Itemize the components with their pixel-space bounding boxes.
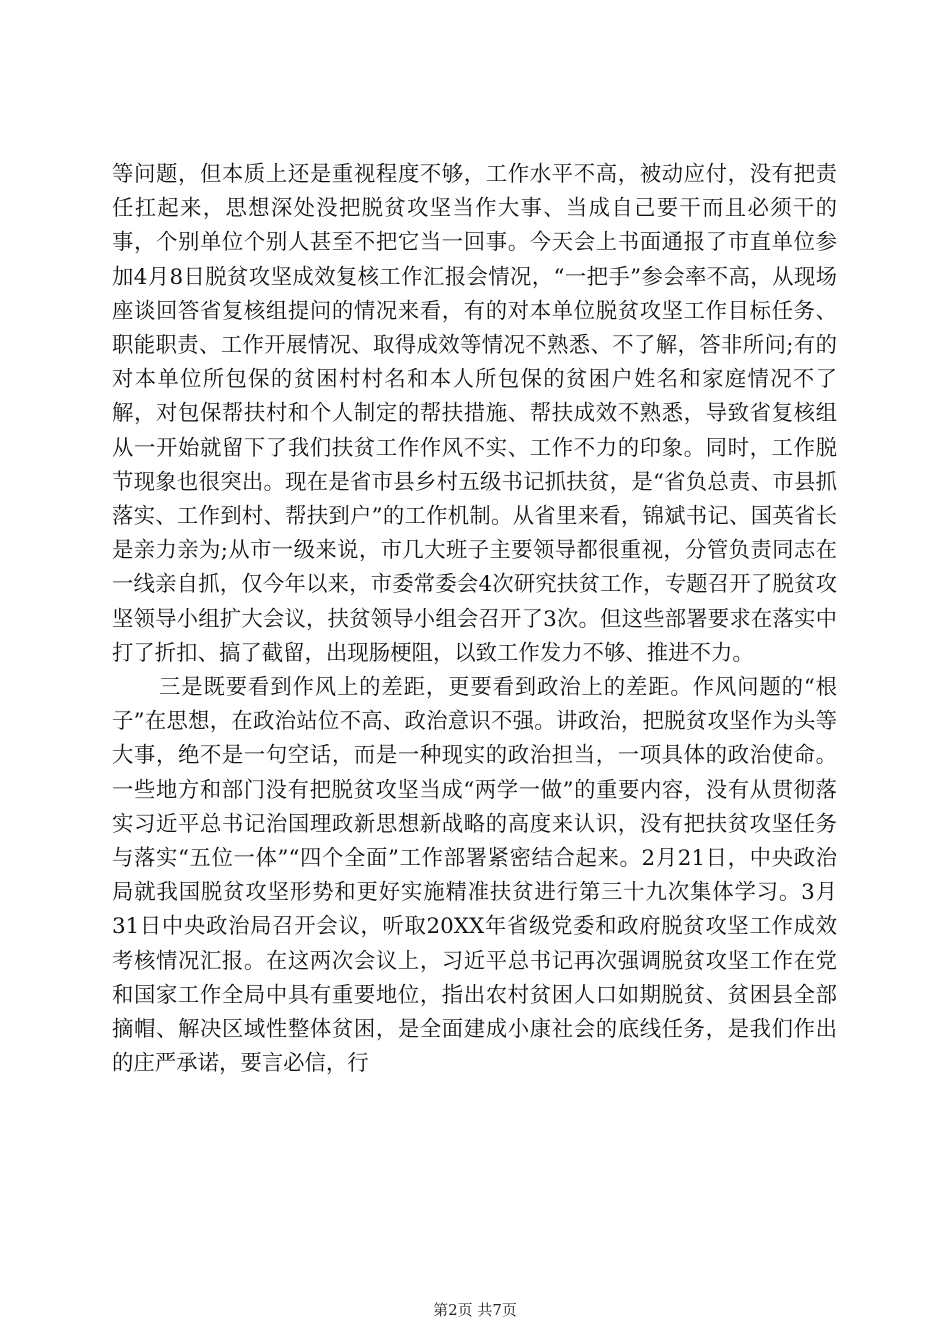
paragraph-2: 三是既要看到作风上的差距，更要看到政治上的差距。作风问题的“根子”在思想，在政治站位不高、政治意识不强。讲政治，把脱贫攻坚作为头等大事，绝不是一句空话，而是一种现实的政治担当，一项具体的政治使命。一些地方和部门没有把脱贫攻坚当成“两学一做”的重要内容，没有从贯彻落实习近平总书记治国理政新思想新战略的高度来认识，没有把扶贫攻坚任务与落实“五位一体”“四个全面”工作部署紧密结合起来。2月21日，中央政治局就我国脱贫攻坚形势和更好实施精准扶贫进行第三十九次集体学习。3月31日中央政治局召开会议，听取20XX年省级党委和政府脱贫攻坚工作成效考核情况汇报。在这两次会议上，习近平总书记再次强调脱贫攻坚工作在党和国家工作全局中具有重要地位，指出农村贫困人口如期脱贫、贫困县全部摘帽、解决区域性整体贫困，是全面建成小康社会的底线任务，是我们作出的庄严承诺，要言必信，行 [112, 675, 837, 1077]
document-body [112, 158, 837, 1081]
paragraph-1: 等问题，但本质上还是重视程度不够，工作水平不高，被动应付，没有把责任扛起来，思想深处没把脱贫攻坚当作大事、当成自己要干而且必须干的事，个别单位个别人甚至不把它当一回事。今天会上书面通报了市直单位参加4月8日脱贫攻坚成效复核工作汇报会情况，“一把手”参会率不高，从现场座谈回答省复核组提问的情况来看，有的对本单位脱贫攻坚工作目标任务、职能职责、工作开展情况、取得成效等情况不熟悉、不了解，答非所问;有的对本单位所包保的贫困村村名和本人所包保的贫困户姓名和家庭情况不了解，对包保帮扶村和个人制定的帮扶措施、帮扶成效不熟悉，导致省复核组从一开始就留下了我们扶贫工作作风不实、工作不力的印象。同时，工作脱节现象也很突出。现在是省市县乡村五级书记抓扶贫，是“省负总责、市县抓落实、工作到村、帮扶到户”的工作机制。从省里来看，锦斌书记、国英省长是亲力亲为;从市一级来说，市几大班子主要领导都很重视，分管负责同志在一线亲自抓，仅今年以来，市委常委会4次研究扶贫工作，专题召开了脱贫攻坚领导小组扩大会议，扶贫领导小组会召开了3次。但这些部署要求在落实中打了折扣、搞了截留，出现肠梗阻，以致工作发力不够、推进不力。 [112, 162, 837, 666]
page-footer: 第2页 共7页 [433, 1301, 517, 1319]
